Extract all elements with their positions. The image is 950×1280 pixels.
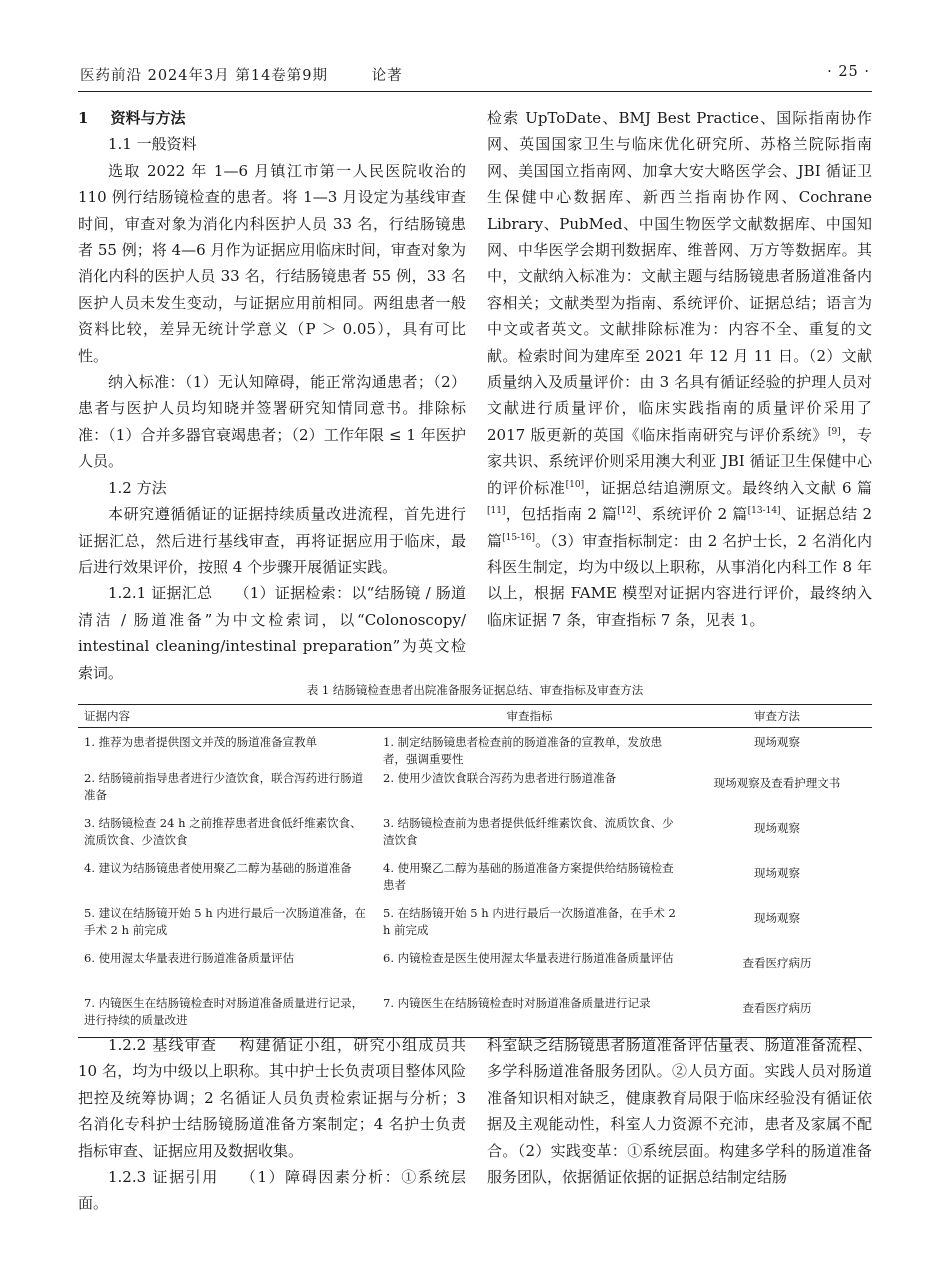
table-cell: 现场观察 [754, 911, 800, 925]
subsection-heading: 1.1 一般资料 [108, 135, 197, 154]
column-header: 审查方法 [680, 705, 872, 728]
column-header: 证据内容 [78, 705, 377, 728]
evidence-table [78, 704, 872, 1038]
table-header-row [78, 705, 872, 728]
page-header [78, 60, 872, 86]
table-row [78, 950, 872, 995]
bottom-right-column [487, 1032, 872, 1190]
table-cell: 查看医疗病历 [742, 956, 812, 970]
table-row [78, 905, 872, 950]
paragraph: 1.2.1 证据汇总 （1）证据检索：以“结肠镜 / 肠道清洁 / 肠道准备”为中文检索词，以“Colonoscopy/ intestinal cleaning/intestinal preparation”为英文检索词。 [78, 584, 467, 682]
subsection-heading: 1.2.1 证据汇总 [108, 584, 213, 603]
table-cell: 3. 结肠镜检查 24 h 之前推荐患者进食低纤维素饮食、流质饮食、少渣饮食 [84, 816, 362, 847]
table-caption: 表 1 结肠镜检查患者出院准备服务证据总结、审查指标及审查方法 [306, 683, 644, 697]
subsection-heading: 1.2.3 证据引用 [108, 1168, 219, 1187]
table-row [78, 860, 872, 905]
table-row [78, 728, 872, 771]
citation: [13-14] [747, 506, 781, 517]
table-cell: 7. 内镜医生在结肠镜检查时对肠道准备质量进行记录 [377, 995, 680, 1038]
paragraph: 1.2.3 证据引用 （1）障碍因素分析：①系统层面。 [78, 1168, 466, 1213]
table-cell: 5. 在结肠镜开始 5 h 内进行最后一次肠道准备，在手术 2 h 前完成 [383, 906, 676, 937]
header-rule [78, 91, 872, 92]
table-cell: 现场观察 [754, 735, 800, 749]
table-cell: 2. 结肠镜前指导患者进行少渣饮食，联合泻药进行肠道准备 [84, 771, 364, 802]
citation: [15-16] [502, 532, 536, 543]
paragraph: 科室缺乏结肠镜患者肠道准备评估量表、肠道准备流程、多学科肠道准备服务团队。②人员方面。实践人员对肠道准备知识相对缺乏，健康教育局限于临床经验没有循证依据及主观能动性，科室人力资源不充沛，患者及家属不配合。（2）实践变革：①系统层面。构建多学科的肠道准备服务团队，依据循证依据的证据总结制定结肠 [487, 1036, 872, 1187]
table-cell: 3. 结肠镜检查前为患者提供低纤维素饮食、流质饮食、少渣饮食 [383, 816, 674, 847]
subsection-heading: 1.2.2 基线审查 [108, 1036, 218, 1054]
table-cell: 查看医疗病历 [680, 995, 872, 1038]
article-section: 论著 [371, 68, 403, 84]
table-cell: 1. 制定结肠镜患者检查前的肠道准备的宣教单，发放患者，强调重要性 [383, 735, 663, 766]
column-header: 审查指标 [377, 705, 680, 728]
paragraph: 纳入标准：（1）无认知障碍，能正常沟通患者；（2）患者与医护人员均知晓并签署研究知情同意书。排除标准：（1）合并多器官衰竭患者；（2）工作年限 ≤ 1 年医护人员。 [78, 373, 466, 471]
table-cell: 4. 使用聚乙二醇为基础的肠道准备方案提供给结肠镜检查患者 [383, 861, 674, 892]
journal-info: 医药前沿 2024年3月 第14卷第9期 [80, 68, 329, 84]
table-cell: 6. 内镜检查是医生使用渥太华量表进行肠道准备质量评估 [383, 951, 674, 965]
page-number: · 25 · [827, 64, 870, 80]
paragraph: 本研究遵循循证的证据持续质量改进流程，首先进行证据汇总，然后进行基线审查，再将证据应用于临床，最后进行效果评价，按照 4 个步骤开展循证实践。 [78, 505, 466, 576]
table-cell: 现场观察及查看护理文书 [713, 776, 841, 790]
table-cell: 2. 使用少渣饮食联合泻药为患者进行肠道准备 [383, 771, 617, 785]
citation: [12] [617, 506, 636, 517]
table-row [78, 815, 872, 860]
right-column [487, 105, 872, 633]
table-cell: 现场观察 [754, 821, 800, 835]
table-cell: 现场观察 [754, 866, 800, 880]
section-heading: 1 资料与方法 [78, 109, 186, 127]
table-cell: 5. 建议在结肠镜开始 5 h 内进行最后一次肠道准备，在手术 2 h 前完成 [84, 906, 366, 937]
table-cell: 7. 内镜医生在结肠镜检查时对肠道准备质量进行记录，进行持续的质量改进 [78, 995, 377, 1038]
table-cell: 1. 推荐为患者提供图文并茂的肠道准备宣教单 [84, 735, 318, 749]
citation: [11] [487, 506, 506, 517]
bottom-left-column [78, 1032, 466, 1217]
paragraph: 1.2.2 基线审查 构建循证小组，研究小组成员共 10 名，均为中级以上职称。其中护士长负责项目整体风险把控及统筹协调；2 名循证人员负责检索证据与分析；3 名消化专科护士结肠镜肠道准备方案制定；4 名护士负责指标审查、证据应用及数据收集。 [78, 1036, 466, 1160]
paragraph: 检索 UpToDate、BMJ Best Practice、国际指南协作网、英国国家卫生与临床优化研究所、苏格兰院际指南网、美国国立指南网、加拿大安大略医学会、JBI 循证卫生保健中心数据库、新西兰指南协作网、Cochrane Library、PubMed、中国生物医学文献数据库、中国知网、中华医学会期刊数据库、维普网、万方等数据库。其中，文献纳入标准为：文献主题与结肠镜患者肠道准备内容相关；文献类型为指南、系统评价、证据总结；语言为中文或者英文。文献排除标准为：内容不全、重复的文献。检索时间为建库至 2021 年 12 月 11 日。（2）文献质量纳入及质量评价：由 3 名具有循证经验的护理人员对文献进行质量评价，临床实践指南的质量评价采用了 2017 版更新的英国《临床指南研究与评价系统》[9]，专家共识、系统评价则采用澳大利亚 JBI 循证卫生保健中心的评价标准[10]，证据总结追溯原文。最终纳入文献 6 篇[11]，包括指南 2 篇[12]、系统评价 2 篇[13-14]、证据总结 2 篇[15-16]。（3）审查指标制定：由 2 名护士长，2 名消化内科医生制定，均为中级以上职称，从事消化内科工作 8 年以上，根据 FAME 模型对证据内容进行评价，最终纳入临床证据 7 条，审查指标 7 条，见表 1。 [487, 109, 872, 629]
citation: [9] [827, 426, 841, 437]
table-cell: 4. 建议为结肠镜患者使用聚乙二醇为基础的肠道准备 [84, 861, 352, 875]
subsection-heading: 1.2 方法 [108, 478, 167, 497]
left-column [78, 105, 466, 686]
table-row [78, 770, 872, 815]
citation: [10] [565, 479, 585, 490]
table-cell: 6. 使用渥太华量表进行肠道准备质量评估 [84, 951, 295, 965]
paragraph: 选取 2022 年 1—6 月镇江市第一人民医院收治的 110 例行结肠镜检查的患者。将 1—3 月设定为基线审查时间，审查对象为消化内科医护人员 33 名，行结肠镜患者 55 例；将 4—6 月作为证据应用临床时间，审查对象为消化内科的医护人员 33 名，行结肠镜患者 55 例，33 名医护人员未发生变动，与证据应用前相同。两组患者一般资料比较，差异无统计学意义（P ＞ 0.05），具有可比性。 [78, 161, 466, 365]
